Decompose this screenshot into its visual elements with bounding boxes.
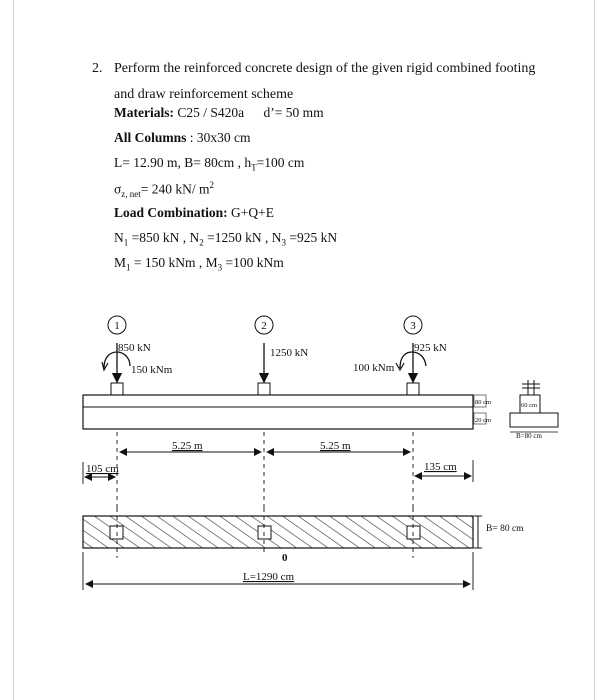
span-label-1: 5.25 m	[172, 440, 203, 452]
materials-value: C25 / S420a	[177, 105, 245, 120]
column-stub-1	[111, 383, 123, 395]
load-combination-value: G+Q+E	[231, 205, 275, 220]
load-combination-label: Load Combination:	[114, 205, 228, 220]
m1-subscript: 1	[126, 262, 131, 273]
m1-value: = 150 kNm ,	[130, 255, 203, 270]
d-prime: d’= 50 mm	[263, 105, 324, 120]
n2-symbol: N	[189, 230, 200, 245]
plan-column-1	[110, 526, 123, 539]
m3-symbol: M	[205, 255, 218, 270]
footing-elevation	[83, 395, 473, 429]
center-mark: 0	[282, 552, 288, 564]
n3-symbol: N	[271, 230, 282, 245]
moment-label-1: 150 kNm	[131, 364, 173, 376]
m3-value: =100 kNm	[222, 255, 284, 270]
sigma-subscript: z, net	[121, 189, 141, 200]
n3-value: =925 kN	[286, 230, 338, 245]
plan-column-3	[407, 526, 420, 539]
column-stub-2	[258, 383, 270, 395]
overhang-left-label: 105 cm	[86, 463, 119, 475]
section-width-label: B=80 cm	[516, 432, 542, 440]
column-number-1: 1	[114, 320, 120, 332]
m1-symbol: M	[114, 255, 127, 270]
soil-superscript: 2	[209, 180, 215, 190]
column-marker-1	[108, 316, 126, 334]
plan-width-label: B= 80 cm	[486, 524, 524, 534]
n1-symbol: N	[114, 230, 124, 245]
column-number-2: 2	[261, 320, 267, 332]
load-label-3: 925 kN	[414, 342, 447, 354]
dimensions-text: L= 12.90 m, B= 80cm , h	[114, 155, 252, 170]
columns-label: All Columns	[114, 130, 187, 145]
footing-section-detail	[474, 380, 558, 440]
sigma-symbol: σ	[114, 181, 122, 197]
section-dim-col: 60 cm	[521, 402, 538, 409]
column-marker-2	[255, 316, 273, 334]
n2-value: =1250 kN ,	[203, 230, 269, 245]
load-label-2: 1250 kN	[270, 347, 309, 359]
overhang-right-label: 135 cm	[424, 461, 457, 473]
columns-value: : 30x30 cm	[189, 130, 251, 145]
n1-value: =850 kN ,	[128, 230, 187, 245]
problem-title: Perform the reinforced concrete design of the given rigid combined footing and draw reinforcement scheme	[114, 61, 536, 102]
plan-column-2	[258, 526, 271, 539]
load-label-1: 850 kN	[118, 342, 151, 354]
n1-subscript: 1	[123, 237, 129, 248]
m3-subscript: 3	[217, 262, 223, 273]
n2-subscript: 2	[199, 237, 204, 248]
n3-subscript: 3	[281, 237, 286, 248]
problem-number: 2.	[92, 61, 103, 76]
section-dim-top: 80 cm	[475, 399, 492, 406]
span-label-2: 5.25 m	[320, 440, 351, 452]
column-marker-3	[404, 316, 422, 334]
total-length-label: L=1290 cm	[243, 571, 295, 583]
section-dim-bottom: 20 cm	[475, 417, 492, 424]
materials-label: Materials:	[114, 105, 174, 120]
soil-value: = 240 kN/ m	[140, 181, 210, 197]
moment-label-3: 100 kNm	[353, 362, 395, 374]
h-value: =100 cm	[256, 155, 305, 170]
column-number-3: 3	[410, 320, 416, 332]
h-subscript: T	[251, 162, 257, 173]
column-stub-3	[407, 383, 419, 395]
